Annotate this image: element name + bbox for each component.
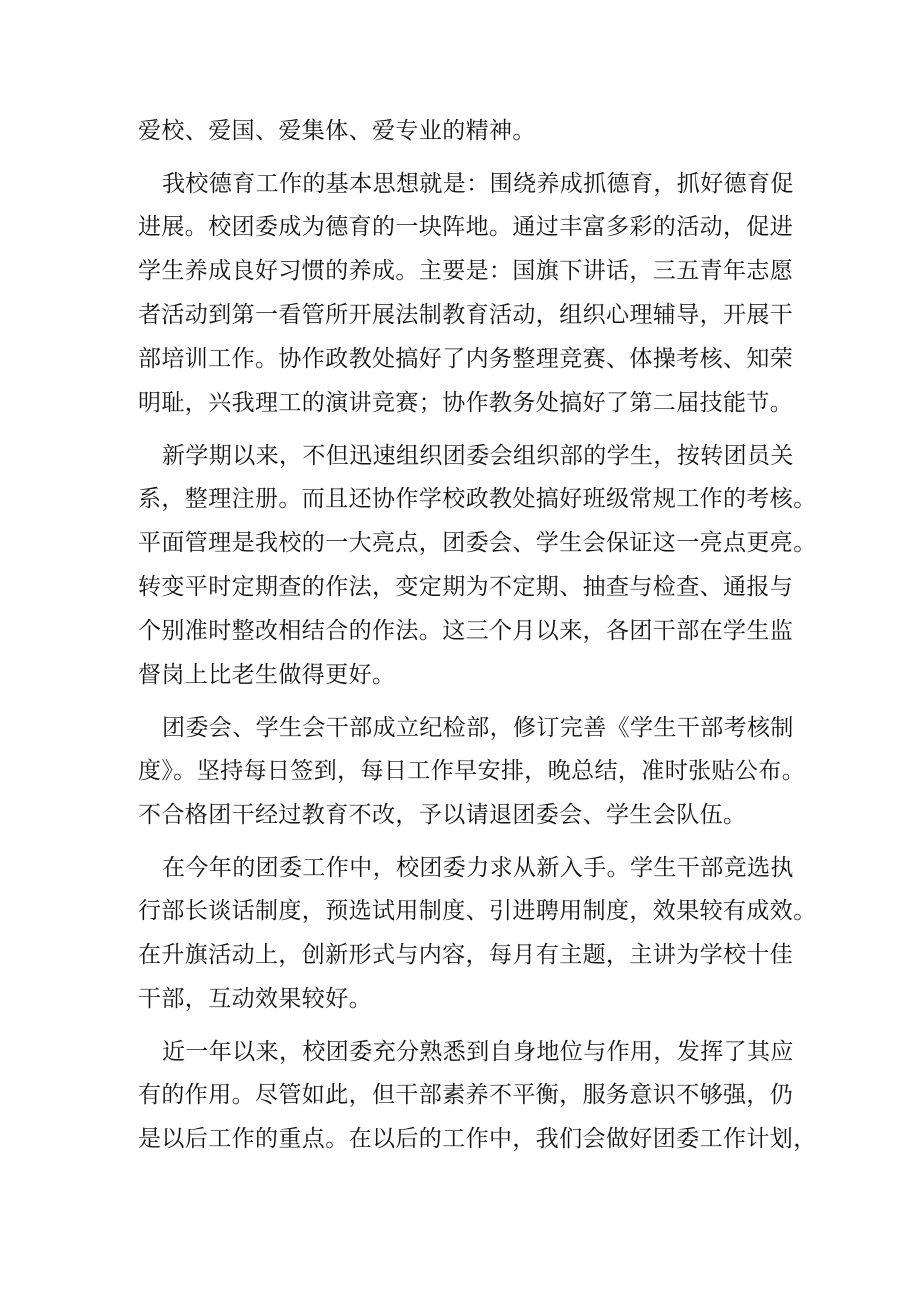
text-line: 系，整理注册。而且还协作学校政教处搞好班级常规工作的考核。 xyxy=(138,486,817,512)
text-line: 督岗上比老生做得更好。 xyxy=(138,662,396,688)
text-line: 部培训工作。协作政教处搞好了内务整理竞赛、体操考核、知荣 xyxy=(138,346,794,372)
text-line: 明耻，兴我理工的演讲竞赛；协作教务处搞好了第二届技能节。 xyxy=(138,390,794,416)
text-line: 干部，互动效果较好。 xyxy=(138,986,372,1012)
text-line: 在升旗活动上，创新形式与内容，每月有主题，主讲为学校十佳 xyxy=(138,942,794,968)
text-line: 进展。校团委成为德育的一块阵地。通过丰富多彩的活动，促进 xyxy=(138,214,794,240)
text-line: 学生养成良好习惯的养成。主要是：国旗下讲话，三五青年志愿 xyxy=(138,258,794,284)
paragraph-start-line: 我校德育工作的基本思想就是：围绕养成抓德育，抓好德育促 xyxy=(162,171,794,197)
text-line: 者活动到第一看管所开展法制教育活动，组织心理辅导，开展干 xyxy=(138,302,794,328)
paragraph-start-line: 新学期以来，不但迅速组织团委会组织部的学生，按转团员关 xyxy=(162,443,794,469)
text-line: 是以后工作的重点。在以后的工作中，我们会做好团委工作计划， xyxy=(138,1126,817,1152)
text-line: 转变平时定期查的作法，变定期为不定期、抽查与检查、通报与 xyxy=(138,574,794,600)
text-line: 个别准时整改相结合的作法。这三个月以来，各团干部在学生监 xyxy=(138,618,794,644)
text-line: 平面管理是我校的一大亮点，团委会、学生会保证这一亮点更亮。 xyxy=(138,530,817,556)
text-line: 爱校、爱国、爱集体、爱专业的精神。 xyxy=(138,118,536,144)
paragraph-start-line: 在今年的团委工作中，校团委力求从新入手。学生干部竞选执 xyxy=(162,855,794,881)
text-line: 不合格团干经过教育不改，予以请退团委会、学生会队伍。 xyxy=(138,802,747,828)
paragraph-start-line: 近一年以来，校团委充分熟悉到自身地位与作用，发挥了其应 xyxy=(162,1039,794,1065)
text-line: 有的作用。尽管如此，但干部素养不平衡，服务意识不够强，仍 xyxy=(138,1082,794,1108)
text-line: 行部长谈话制度，预选试用制度、引进聘用制度，效果较有成效。 xyxy=(138,898,817,924)
paragraph-start-line: 团委会、学生会干部成立纪检部，修订完善《学生干部考核制 xyxy=(162,715,794,741)
text-line: 度》。坚持每日签到，每日工作早安排，晚总结，准时张贴公布。 xyxy=(138,758,806,784)
